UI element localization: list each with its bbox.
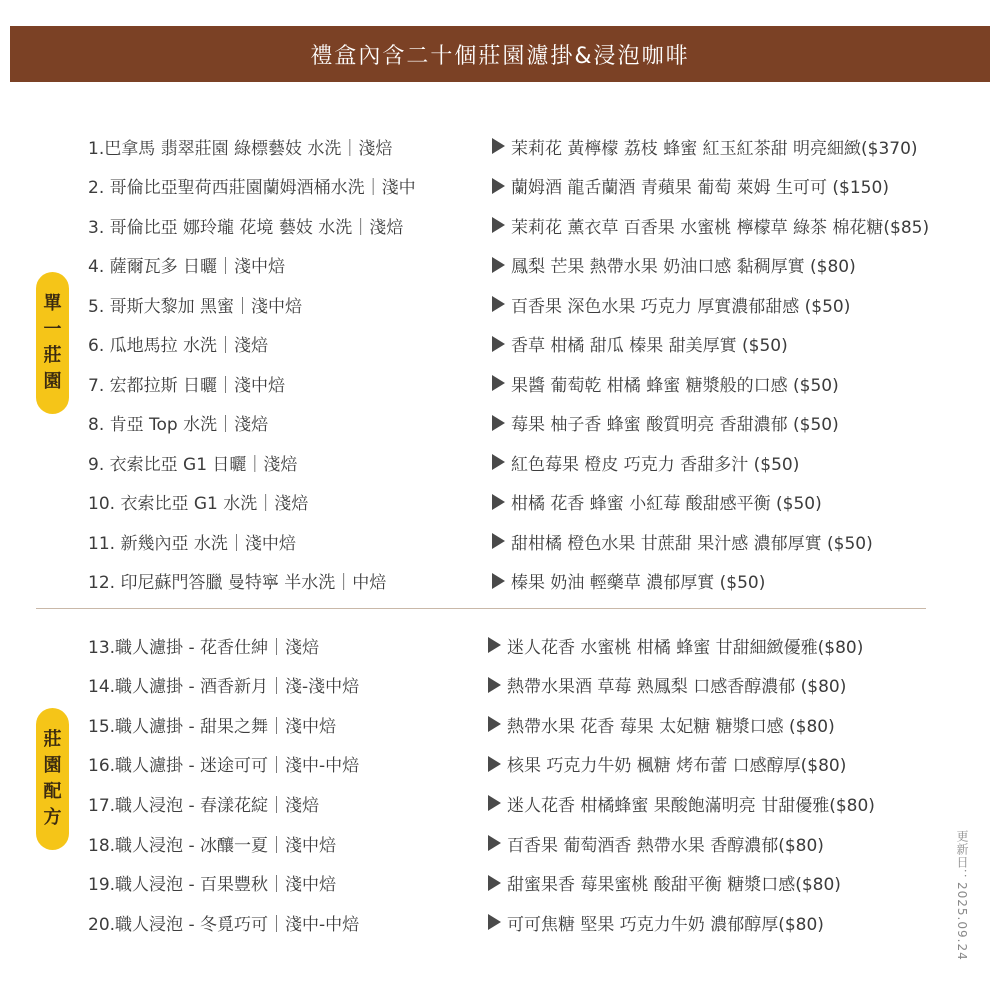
list-item bbox=[0, 484, 1000, 520]
flavor-notes-text: 迷人花香 柑橘蜂蜜 果酸飽滿明亮 甘甜優雅($80) bbox=[507, 795, 875, 816]
play-arrow-icon bbox=[488, 835, 501, 851]
section-label-char: 單 bbox=[43, 293, 62, 314]
list-item bbox=[0, 365, 1000, 401]
flavor-notes-text: 紅色莓果 橙皮 巧克力 香甜多汁 ($50) bbox=[511, 454, 800, 475]
flavor-notes-text: 熱帶水果酒 草莓 熟鳳梨 口感香醇濃郁 ($80) bbox=[507, 677, 847, 698]
list-item bbox=[0, 904, 1000, 940]
coffee-name: 6. 瓜地馬拉 水洗｜淺焙 bbox=[88, 336, 269, 356]
flavor-notes-text: 莓果 柚子香 蜂蜜 酸質明亮 香甜濃郁 ($50) bbox=[511, 415, 839, 435]
section-label-char: 方 bbox=[43, 807, 62, 828]
flavor-notes bbox=[492, 134, 918, 159]
play-arrow-icon bbox=[488, 914, 501, 930]
flavor-notes-text: 熱帶水果 花香 莓果 太妃糖 糖漿口感 ($80) bbox=[507, 716, 835, 737]
flavor-notes bbox=[492, 252, 856, 277]
flavor-notes bbox=[488, 870, 841, 895]
flavor-notes-text: 甜蜜果香 莓果蜜桃 酸甜平衡 糖漿口感($80) bbox=[507, 875, 841, 896]
coffee-name: 14.職人濾掛 - 酒香新月｜淺-淺中焙 bbox=[88, 677, 360, 698]
coffee-name: 8. 肯亞 Top 水洗｜淺焙 bbox=[88, 415, 269, 435]
flavor-notes-text: 茉莉花 薰衣草 百香果 水蜜桃 檸檬草 綠茶 棉花糖($85) bbox=[511, 217, 930, 238]
list-item bbox=[0, 865, 1000, 901]
flavor-notes-text: 核果 巧克力牛奶 楓糖 烤布蕾 口感醇厚($80) bbox=[507, 756, 847, 777]
coffee-name: 17.職人浸泡 - 春漾花綻｜淺焙 bbox=[88, 795, 319, 816]
flavor-notes-text: 果醬 葡萄乾 柑橘 蜂蜜 糖漿般的口感 ($50) bbox=[511, 375, 839, 396]
coffee-name: 5. 哥斯大黎加 黑蜜｜淺中焙 bbox=[88, 296, 303, 317]
flavor-notes-text: 柑橘 花香 蜂蜜 小紅莓 酸甜感平衡 ($50) bbox=[511, 494, 822, 514]
flavor-notes bbox=[492, 331, 788, 356]
flavor-notes-text: 可可焦糖 堅果 巧克力牛奶 濃郁醇厚($80) bbox=[507, 914, 824, 935]
list-item bbox=[0, 563, 1000, 599]
flavor-notes-text: 茉莉花 黃檸檬 荔枝 蜂蜜 紅玉紅茶甜 明亮細緻($370) bbox=[511, 138, 918, 159]
play-arrow-icon bbox=[488, 875, 501, 891]
flavor-notes bbox=[492, 213, 929, 238]
flavor-notes-text: 香草 柑橘 甜瓜 榛果 甜美厚實 ($50) bbox=[511, 336, 788, 356]
coffee-name: 20.職人浸泡 - 冬覓巧可｜淺中-中焙 bbox=[88, 914, 360, 935]
flavor-notes-text: 蘭姆酒 龍舌蘭酒 青蘋果 葡萄 萊姆 生可可 ($150) bbox=[511, 178, 889, 198]
list-item bbox=[0, 128, 1000, 164]
play-arrow-icon bbox=[488, 637, 501, 653]
flavor-notes bbox=[488, 791, 875, 816]
flavor-notes bbox=[488, 831, 824, 856]
coffee-name: 16.職人濾掛 - 迷途可可｜淺中-中焙 bbox=[88, 756, 360, 777]
list-item bbox=[0, 785, 1000, 821]
list-item bbox=[0, 667, 1000, 703]
play-arrow-icon bbox=[492, 257, 505, 273]
flavor-notes bbox=[492, 568, 765, 593]
update-date: 更新日：2025.09.24 bbox=[955, 830, 969, 961]
play-arrow-icon bbox=[488, 795, 501, 811]
list-item bbox=[0, 627, 1000, 663]
list-item bbox=[0, 405, 1000, 441]
coffee-name: 3. 哥倫比亞 娜玲瓏 花境 藝妓 水洗｜淺焙 bbox=[88, 217, 404, 238]
play-arrow-icon bbox=[492, 415, 505, 431]
coffee-name: 7. 宏都拉斯 日曬｜淺中焙 bbox=[88, 375, 286, 396]
flavor-notes bbox=[492, 450, 799, 475]
coffee-name: 12. 印尼蘇門答臘 曼特寧 半水洗｜中焙 bbox=[88, 573, 387, 593]
flavor-notes-text: 鳳梨 芒果 熱帶水果 奶油口感 黏稠厚實 ($80) bbox=[511, 257, 856, 277]
coffee-name: 13.職人濾掛 - 花香仕紳｜淺焙 bbox=[88, 637, 319, 658]
list-item bbox=[0, 326, 1000, 362]
list-item bbox=[0, 247, 1000, 283]
play-arrow-icon bbox=[492, 296, 505, 312]
section-divider bbox=[36, 608, 926, 609]
list-item bbox=[0, 444, 1000, 480]
header-banner bbox=[10, 26, 990, 82]
flavor-notes-text: 迷人花香 水蜜桃 柑橘 蜂蜜 甘甜細緻優雅($80) bbox=[507, 637, 864, 658]
section-label-char: 一 bbox=[43, 319, 62, 340]
flavor-notes bbox=[488, 751, 846, 776]
section-label-char: 配 bbox=[43, 781, 62, 802]
flavor-notes bbox=[492, 410, 839, 435]
play-arrow-icon bbox=[492, 494, 505, 510]
coffee-name: 1.巴拿馬 翡翠莊園 綠標藝妓 水洗｜淺焙 bbox=[88, 138, 393, 159]
coffee-name: 10. 衣索比亞 G1 水洗｜淺焙 bbox=[88, 494, 309, 514]
coffee-name: 19.職人浸泡 - 百果豐秋｜淺中焙 bbox=[88, 875, 336, 896]
flavor-notes-text: 甜柑橘 橙色水果 甘蔗甜 果汁感 濃郁厚實 ($50) bbox=[511, 533, 873, 554]
section-label-char: 園 bbox=[43, 371, 62, 392]
play-arrow-icon bbox=[492, 573, 505, 589]
play-arrow-icon bbox=[492, 178, 505, 194]
section-label-char: 園 bbox=[43, 755, 62, 776]
flavor-notes bbox=[492, 371, 839, 396]
flavor-notes bbox=[488, 712, 835, 737]
coffee-name: 4. 薩爾瓦多 日曬｜淺中焙 bbox=[88, 257, 286, 277]
flavor-notes bbox=[492, 292, 850, 317]
page-title: 禮盒內含二十個莊園濾掛&浸泡咖啡 bbox=[310, 43, 690, 69]
coffee-name: 18.職人浸泡 - 冰釀一夏｜淺中焙 bbox=[88, 835, 336, 856]
section-label-char: 莊 bbox=[43, 345, 62, 366]
play-arrow-icon bbox=[488, 677, 501, 693]
list-item bbox=[0, 706, 1000, 742]
flavor-notes-text: 榛果 奶油 輕藥草 濃郁厚實 ($50) bbox=[511, 573, 766, 593]
play-arrow-icon bbox=[492, 454, 505, 470]
coffee-name: 15.職人濾掛 - 甜果之舞｜淺中焙 bbox=[88, 716, 336, 737]
list-item bbox=[0, 207, 1000, 243]
play-arrow-icon bbox=[492, 138, 505, 154]
play-arrow-icon bbox=[488, 756, 501, 772]
list-item bbox=[0, 168, 1000, 204]
flavor-notes bbox=[492, 489, 822, 514]
flavor-notes bbox=[488, 672, 846, 697]
list-item bbox=[0, 286, 1000, 322]
flavor-notes bbox=[492, 173, 889, 198]
flavor-notes-text: 百香果 葡萄酒香 熱帶水果 香醇濃郁($80) bbox=[507, 835, 824, 856]
play-arrow-icon bbox=[492, 533, 505, 549]
coffee-name: 2. 哥倫比亞聖荷西莊園蘭姆酒桶水洗｜淺中 bbox=[88, 178, 416, 198]
section-label-char: 莊 bbox=[43, 729, 62, 750]
play-arrow-icon bbox=[492, 217, 505, 233]
coffee-name: 9. 衣索比亞 G1 日曬｜淺焙 bbox=[88, 454, 298, 475]
coffee-name: 11. 新幾內亞 水洗｜淺中焙 bbox=[88, 533, 296, 554]
play-arrow-icon bbox=[492, 336, 505, 352]
flavor-notes bbox=[488, 910, 824, 935]
list-item bbox=[0, 523, 1000, 559]
play-arrow-icon bbox=[492, 375, 505, 391]
flavor-notes bbox=[492, 529, 873, 554]
list-item bbox=[0, 746, 1000, 782]
play-arrow-icon bbox=[488, 716, 501, 732]
flavor-notes bbox=[488, 633, 863, 658]
flavor-notes-text: 百香果 深色水果 巧克力 厚實濃郁甜感 ($50) bbox=[511, 296, 851, 317]
list-item bbox=[0, 825, 1000, 861]
